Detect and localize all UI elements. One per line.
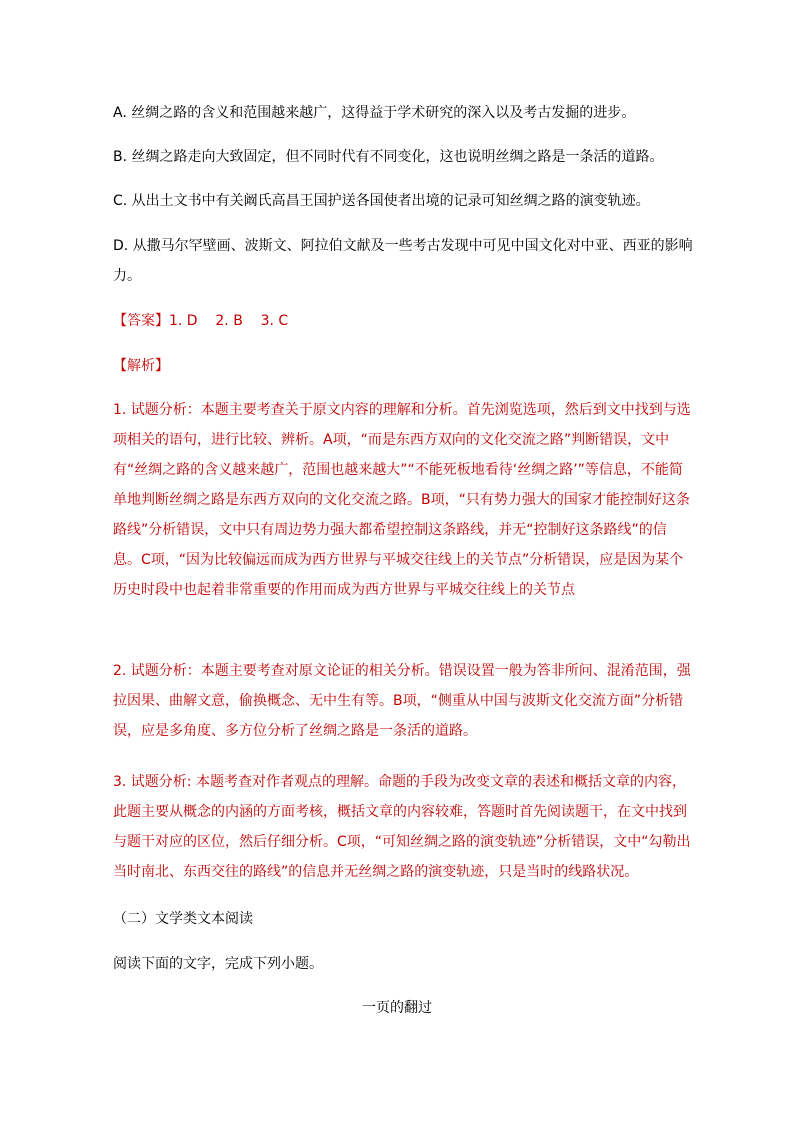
answer-text: 1. D 2. B 3. C [169,313,289,329]
answer-label: 【答案】 [113,313,169,329]
analysis-q3: 3. 试题分析: 本题考查对作者观点的理解。命题的手段为改变文章的表述和概括文章的内容，此题主要从概念的内涵的方面考核，概括文章的内容较难，答题时首先阅读题干，在文中找到与题干对应的区位，然后仔细分析。C项，“可知丝绸之路的演变轨迹”分析错误，文中“勾勒出当时南北、东西交往的路线”的信息并无丝绸之路的演变轨迹，只是当时的线路状况。 [113,774,691,880]
option-d: D. 从撒马尔罕壁画、波斯文、阿拉伯文献及一些考古发现中可见中国文化对中亚、西亚的影响力。 [113,238,693,284]
option-a: A. 丝绸之路的含义和范围越来越广，这得益于学术研究的深入以及考古发掘的进步。 [113,105,636,121]
analysis-heading: 【解析】 [113,358,169,374]
section-heading: （二）文学类文本阅读 [113,911,253,927]
analysis-q2: 2. 试题分析：本题主要考查对原文论证的相关分析。错误设置一般为答非所问、混淆范围，强拉因果、曲解文意，偷换概念、无中生有等。B项，“侧重从中国与波斯文化交流方面”分析错误，应是多角度、多方位分析了丝绸之路是一条活的道路。 [113,663,691,739]
analysis-q1: 1. 试题分析：本题主要考查关于原文内容的理解和分析。首先浏览选项，然后到文中找到与选项相关的语句，进行比较、辨析。A项，“而是东西方双向的文化交流之路”判断错误，文中有“丝绸之路的含义越来越广，范围也越来越大”“不能死板地看待‘丝绸之路’”等信息，不能简单地判断丝绸之路是东西方双向的文化交流之路。B项，“只有势力强大的国家才能控制好这条路线”分析错误，文中只有周边势力强大都希望控制这条路线，并无“控制好这条路线”的信息。C项，“因为比较偏远而成为西方世界与平城交往线上的关节点”分析错误，应是因为某个历史时段中也起着非常重要的作用而成为西方世界与平城交往线上的关节点 [113,402,691,598]
answer-line [113,306,693,336]
option-c: C. 从出土文书中有关阚氏高昌王国护送各国使者出境的记录可知丝绸之路的演变轨迹。 [113,193,650,209]
option-b: B. 丝绸之路走向大致固定，但不同时代有不同变化，这也说明丝绸之路是一条活的道路。 [113,149,664,165]
passage-title: 一页的翻过 [362,1000,432,1016]
instruction-text: 阅读下面的文字，完成下列小题。 [113,956,323,972]
